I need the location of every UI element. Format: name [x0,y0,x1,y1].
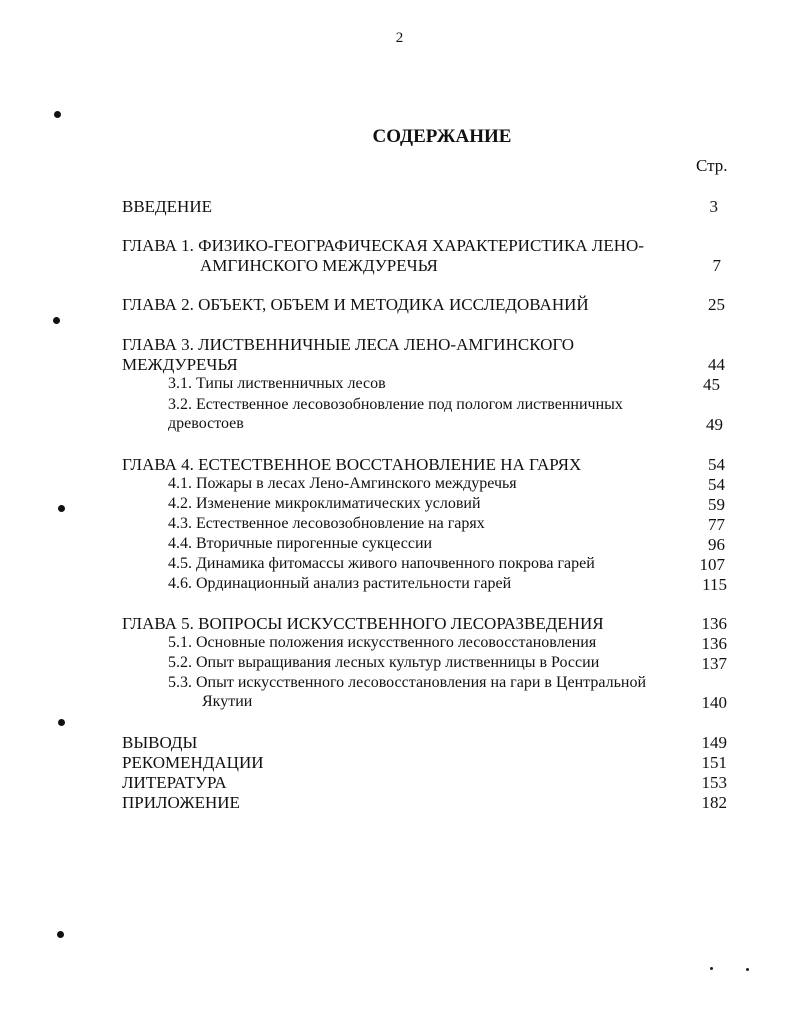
toc-section-4-1: 4.1. Пожары в лесах Лено-Амгинского междуречья [168,475,517,492]
scan-mark [57,931,64,938]
toc-section-5-1: 5.1. Основные положения искусственного лесовосстановления [168,634,597,651]
toc-section-5-1-page: 136 [701,634,727,653]
toc-section-4-6-page: 115 [702,575,727,594]
toc-intro: ВВЕДЕНИЕ [122,197,212,216]
page-number: 2 [395,30,404,46]
toc-section-4-1-page: 54 [708,475,725,494]
scan-mark [54,111,61,118]
toc-chapter-3: ГЛАВА 3. ЛИСТВЕННИЧНЫЕ ЛЕСА ЛЕНО-АМГИНСКОГО [122,335,575,354]
toc-chapter-1: ГЛАВА 1. ФИЗИКО-ГЕОГРАФИЧЕСКАЯ ХАРАКТЕРИСТИКА ЛЕНО- [122,236,644,255]
scan-mark [53,317,60,324]
toc-recommendations-page: 151 [701,753,727,772]
toc-section-5-3-page: 140 [701,693,727,712]
page-column-header: Стр. [696,156,728,175]
toc-section-4-2-page: 59 [708,495,725,514]
toc-section-5-3: 5.3. Опыт искусственного лесовосстановления на гари в Центральной [168,674,647,691]
toc-section-4-6: 4.6. Ординационный анализ растительности гарей [168,575,512,592]
toc-chapter-3-cont: МЕЖДУРЕЧЬЯ [122,355,238,374]
toc-section-4-4-page: 96 [708,535,725,554]
scan-mark [710,967,713,970]
toc-appendix-page: 182 [701,793,727,812]
toc-chapter-5: ГЛАВА 5. ВОПРОСЫ ИСКУССТВЕННОГО ЛЕСОРАЗВЕДЕНИЯ [122,614,604,633]
scan-mark [746,968,749,971]
toc-section-4-3: 4.3. Естественное лесовозобновление на гарях [168,515,485,532]
toc-section-3-2: 3.2. Естественное лесовозобновление под пологом лиственничных [168,396,623,413]
toc-chapter-3-page: 44 [708,355,725,374]
toc-conclusions-page: 149 [701,733,727,752]
toc-section-4-5: 4.5. Динамика фитомассы живого напочвенного покрова гарей [168,555,595,572]
toc-chapter-2: ГЛАВА 2. ОБЪЕКТ, ОБЪЕМ И МЕТОДИКА ИССЛЕДОВАНИЙ [122,295,589,314]
toc-section-3-1-page: 45 [703,375,720,394]
scan-mark [58,719,65,726]
page-title: СОДЕРЖАНИЕ [372,126,512,147]
scan-mark [58,505,65,512]
toc-chapter-1-cont: АМГИНСКОГО МЕЖДУРЕЧЬЯ [200,256,438,275]
toc-chapter-2-page: 25 [708,295,725,314]
toc-section-3-2-page: 49 [706,415,723,434]
toc-chapter-5-page: 136 [701,614,727,633]
toc-chapter-1-page: 7 [712,256,721,275]
toc-section-4-5-page: 107 [699,555,725,574]
toc-section-4-4: 4.4. Вторичные пирогенные сукцессии [168,535,433,552]
toc-appendix: ПРИЛОЖЕНИЕ [122,793,240,812]
toc-section-4-3-page: 77 [708,515,725,534]
toc-conclusions: ВЫВОДЫ [122,733,198,752]
toc-section-3-2-cont: древостоев [168,415,244,432]
toc-section-5-2: 5.2. Опыт выращивания лесных культур лиственницы в России [168,654,600,671]
toc-literature-page: 153 [701,773,727,792]
toc-literature: ЛИТЕРАТУРА [122,773,227,792]
toc-section-4-2: 4.2. Изменение микроклиматических условий [168,495,481,512]
toc-chapter-4: ГЛАВА 4. ЕСТЕСТВЕННОЕ ВОССТАНОВЛЕНИЕ НА ГАРЯХ [122,455,582,474]
toc-intro-page: 3 [709,197,718,216]
toc-recommendations: РЕКОМЕНДАЦИИ [122,753,264,772]
toc-section-5-2-page: 137 [701,654,727,673]
toc-chapter-4-page: 54 [708,455,725,474]
toc-section-3-1: 3.1. Типы лиственничных лесов [168,375,386,392]
toc-section-5-3-cont: Якутии [202,693,253,710]
